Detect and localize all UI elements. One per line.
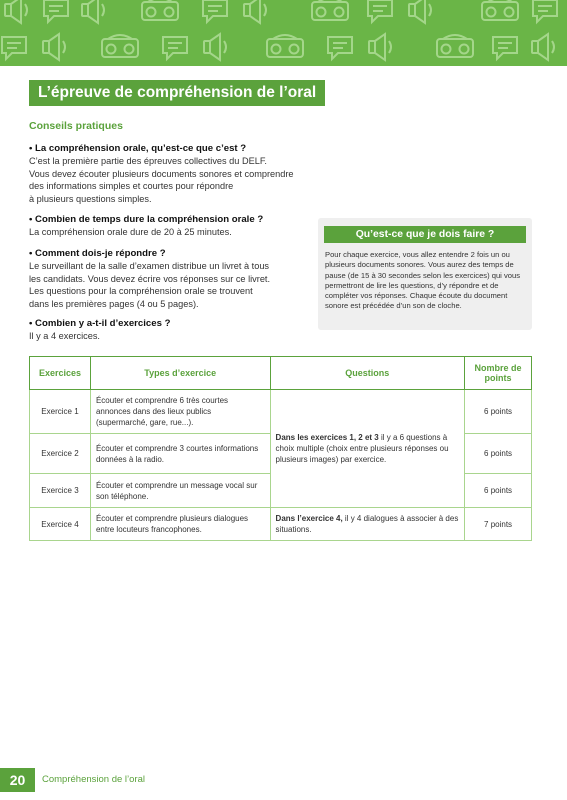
- exercise-type: Écouter et comprendre plusieurs dialogues entre locuteurs francophones.: [90, 508, 270, 541]
- answer: Le surveillant de la salle d’examen distribue un livret à tous les candidats. Vous devez écrire vos réponses sur ce livret. Les questions pour la compréhension orale se trouvent dans les premières pages (4 ou 5 pages).: [29, 261, 271, 309]
- header-exercices: Exercices: [30, 357, 91, 390]
- exercise-type: Écouter et comprendre 6 très courtes annonces dans des lieux publics (supermarché, gare, rue...).: [90, 390, 270, 434]
- banner-pattern: [0, 0, 567, 66]
- exercise-points: 6 points: [465, 474, 532, 508]
- answer: La compréhension orale dure de 20 à 25 minutes.: [29, 227, 232, 238]
- qa-block-4: [29, 318, 319, 343]
- qa-block-2: [29, 214, 319, 239]
- question: • Comment dois-je répondre ?: [29, 248, 166, 259]
- page-number: 20: [0, 768, 35, 792]
- exercise-name: Exercice 4: [30, 508, 91, 541]
- questions-text: il y 4 dialogues à associer à des situations.: [275, 514, 459, 534]
- qa-block-3: [29, 248, 319, 310]
- speech-bubble-icon: [2, 37, 517, 59]
- tip-box-text: Pour chaque exercice, vous allez entendre 2 fois un ou plusieurs documents sonores. Vous aurez des temps de pause (de 15 à 30 secondes selon les exercices) qui vous permettront de lire les questions, d’y répondre et de compléter vos réponses. Chaque écoute du document sonore est précédée d’un son de cloche.: [325, 250, 521, 311]
- exercise-name: Exercice 2: [30, 434, 91, 474]
- questions-bold: Dans l’exercice 4,: [275, 514, 343, 523]
- exercise-points: 7 points: [465, 508, 532, 541]
- table-row: [30, 390, 532, 434]
- exercise-name: Exercice 1: [30, 390, 91, 434]
- questions-bold: Dans les exercices 1, 2 et 3: [275, 433, 379, 442]
- tip-box: [318, 218, 532, 330]
- page-title: L’épreuve de compréhension de l’oral: [29, 80, 325, 106]
- header-points: Nombre de points: [465, 357, 532, 390]
- radio-icon: [102, 35, 473, 57]
- answer: C’est la première partie des épreuves collectives du DELF. Vous devez écouter plusieurs documents sonores et comprendre des informations simples et courtes pour répondre à plusieurs questions simples.: [29, 156, 294, 204]
- exercise-name: Exercice 3: [30, 474, 91, 508]
- question: • Combien y a-t-il d’exercices ?: [29, 318, 171, 329]
- qa-block-1: [29, 143, 319, 205]
- header-questions: Questions: [270, 357, 465, 390]
- exercise-points: 6 points: [465, 434, 532, 474]
- exercise-type: Écouter et comprendre 3 courtes informations données à la radio.: [90, 434, 270, 474]
- speech-bubble-icon: [44, 0, 557, 22]
- tip-box-title: Qu’est-ce que je dois faire ?: [324, 226, 526, 243]
- questions-cell-1-3: [270, 390, 465, 508]
- header-banner: [0, 0, 567, 66]
- exercise-points: 6 points: [465, 390, 532, 434]
- question: • La compréhension orale, qu’est-ce que c’est ?: [29, 143, 247, 154]
- exercise-table: [29, 356, 532, 541]
- footer-section-title: Compréhension de l’oral: [42, 774, 145, 785]
- radio-icon: [142, 0, 518, 20]
- question: • Combien de temps dure la compréhension orale ?: [29, 214, 264, 225]
- answer: Il y a 4 exercices.: [29, 331, 100, 342]
- section-subtitle: Conseils pratiques: [29, 120, 123, 132]
- questions-cell-4: [270, 508, 465, 541]
- questions-text: il y a 6 questions à choix multiple (choix entre plusieurs réponses ou plusieurs images) par exercice.: [275, 433, 449, 464]
- table-header-row: [30, 357, 532, 390]
- exercise-type: Écouter et comprendre un message vocal sur son téléphone.: [90, 474, 270, 508]
- header-types: Types d’exercice: [90, 357, 270, 390]
- table-row: [30, 508, 532, 541]
